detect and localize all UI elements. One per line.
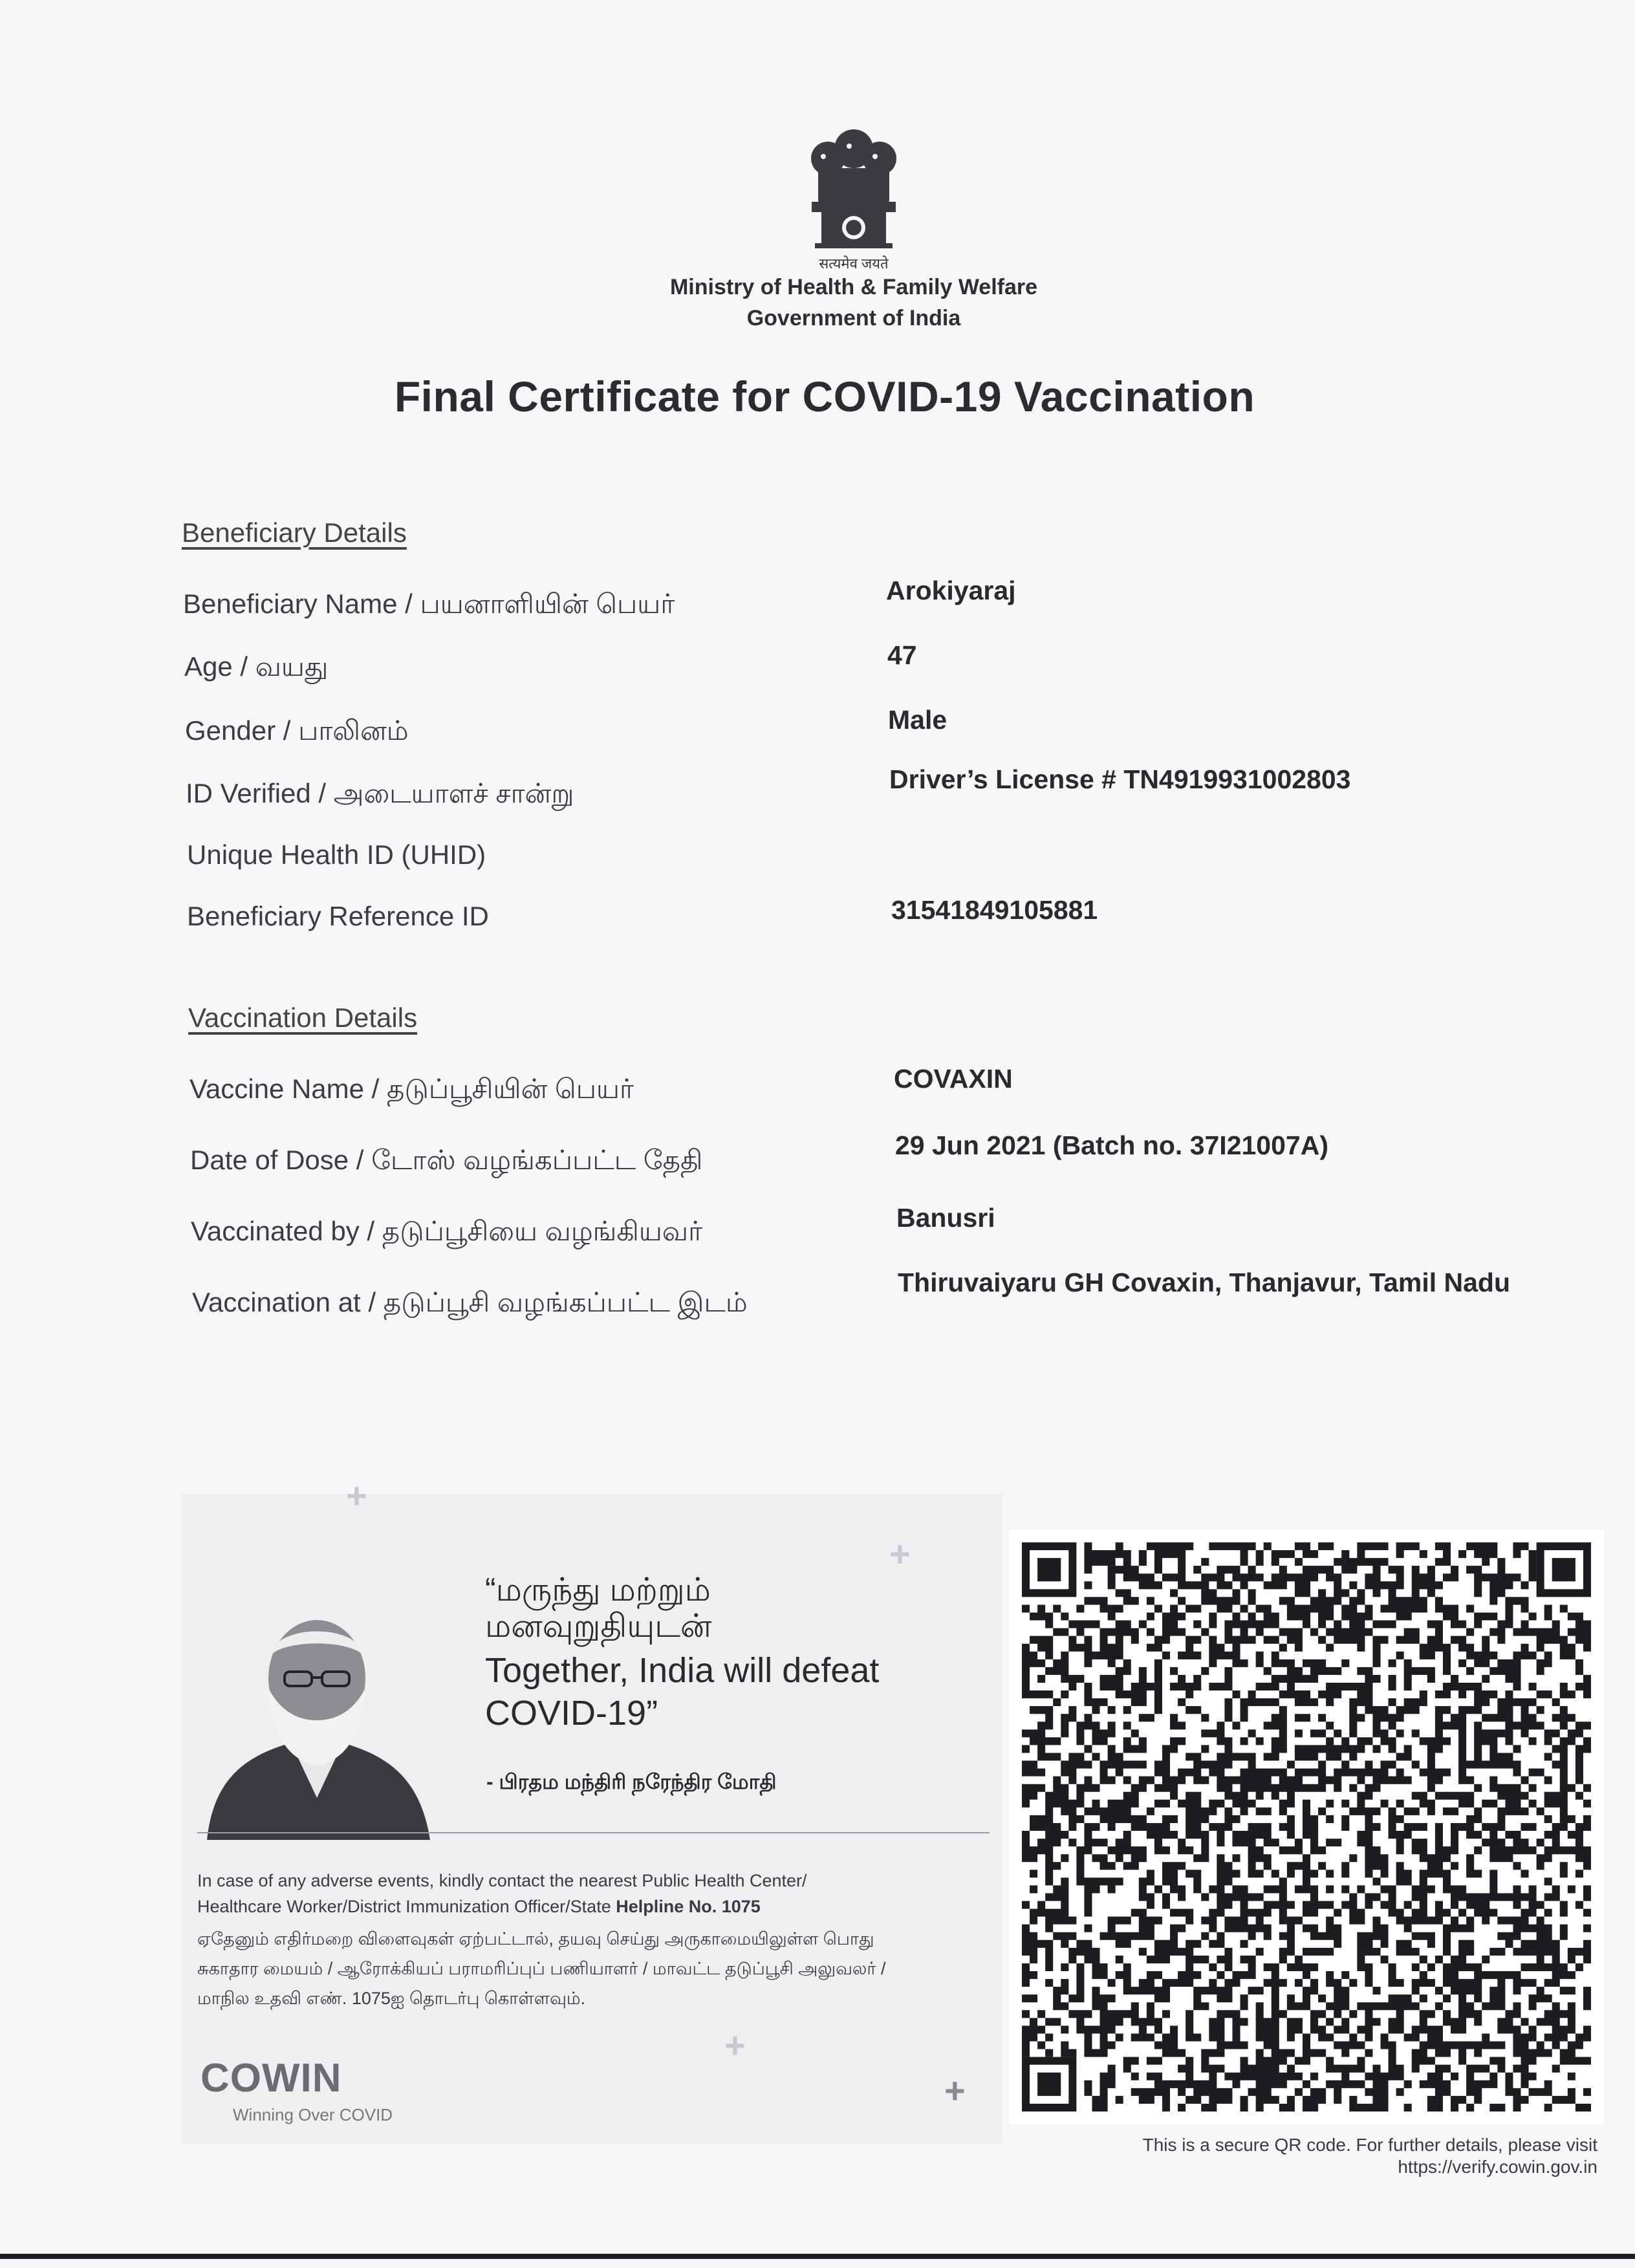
quote-english-line2: COVID-19” [485,1694,658,1733]
uhid-label: Unique Health ID (UHID) [187,839,486,870]
reference-id-label: Beneficiary Reference ID [187,901,489,931]
ministry-name: Ministry of Health & Family Welfare [669,275,1038,299]
decorative-plus-icon: + [889,1533,911,1574]
id-verified-value: Driver’s License # TN4919931002803 [889,764,1351,794]
beneficiary-details-heading: Beneficiary Details [182,517,407,548]
age-label: Age / வயது [184,651,329,682]
adverse-events-tamil [197,1924,999,2013]
prime-minister-portrait [194,1610,440,1840]
beneficiary-name-value: Arokiyaraj [886,576,1016,605]
verify-url-link[interactable]: https://verify.cowin.gov.in [1398,2157,1597,2177]
vaccination-at-value: Thiruvaiyaru GH Covaxin, Thanjavur, Tamil Nadu [898,1268,1511,1297]
helpline-number: Helpline No. 1075 [616,1897,761,1916]
qr-note-line1: This is a secure QR code. For further details, please visit [1142,2135,1597,2155]
quote-tamil-line2: மனவுறுதியுடன் [485,1608,712,1644]
decorative-plus-icon: + [724,2025,746,2066]
vaccination-at-label: Vaccination at / தடுப்பூசி வழங்கப்பட்ட இடம் [192,1287,748,1317]
quote-attribution: - பிரதம மந்திரி நரேந்திர மோதி [486,1770,777,1793]
adverse-en-line1: In case of any adverse events, kindly contact the nearest Public Health Center/ [197,1871,807,1890]
gender-label: Gender / பாலினம் [185,715,409,746]
quote-tamil-line1: “மருந்து மற்றும் [485,1571,711,1608]
page-bottom-edge [0,2254,1635,2259]
issuing-authority [582,272,1125,334]
adverse-en-line2-text: Healthcare Worker/District Immunization Officer/State [197,1897,611,1916]
cowin-logo: COWIN [200,2056,342,2101]
quote-english [485,1649,977,1734]
date-of-dose-label: Date of Dose / டோஸ் வழங்கப்பட்ட தேதி [190,1145,703,1175]
adverse-ta-line3: மாநில உதவி எண். 1075ஐ தொடர்பு கொள்ளவும். [197,1989,586,2008]
adverse-events-english [197,1868,999,1919]
quote-tamil [485,1571,938,1644]
emblem-motto: सत्यमेव जयते [819,255,889,272]
qr-finder-pattern [1026,2061,1072,2108]
qr-finder-pattern [1541,1546,1587,1593]
quote-english-line1: Together, India will defeat [485,1651,880,1690]
qr-note [1009,2134,1597,2178]
certificate-title: Final Certificate for COVID-19 Vaccination [394,373,1255,420]
qr-finder-pattern [1026,1546,1072,1593]
government-name: Government of India [746,306,961,330]
gender-value: Male [888,705,947,735]
vaccinated-by-value: Banusri [896,1203,995,1233]
qr-modules [1022,1542,1591,2111]
vaccine-name-value: COVAXIN [894,1064,1013,1094]
decorative-plus-icon: + [944,2070,966,2111]
cowin-tagline: Winning Over COVID [233,2105,393,2124]
panel-divider [197,1832,990,1833]
vaccination-details-heading: Vaccination Details [188,1002,418,1033]
decorative-plus-icon: + [346,1475,367,1516]
age-value: 47 [887,640,917,670]
adverse-ta-line2: சுகாதார மையம் / ஆரோக்கியப் பராமரிப்புப் பணியாளர் / மாவட்ட தடுப்பூசி அலுவலர் / [197,1959,886,1978]
vaccine-name-label: Vaccine Name / தடுப்பூசியின் பெயர் [189,1074,634,1104]
vaccinated-by-label: Vaccinated by / தடுப்பூசியை வழங்கியவர் [191,1216,703,1246]
beneficiary-name-label: Beneficiary Name / பயனாளியின் பெயர் [183,589,675,619]
adverse-ta-line1: ஏதேனும் எதிர்மறை விளைவுகள் ஏற்பட்டால், தயவு செய்து அருகாமையிலுள்ள பொது [197,1929,874,1949]
national-emblem-icon [805,123,902,272]
id-verified-label: ID Verified / அடையாளச் சான்று [186,778,574,808]
reference-id-value: 31541849105881 [891,895,1098,925]
adverse-en-line2 [197,1894,999,1919]
qr-code-icon [1022,1542,1591,2111]
date-of-dose-value: 29 Jun 2021 (Batch no. 37I21007A) [895,1130,1328,1160]
